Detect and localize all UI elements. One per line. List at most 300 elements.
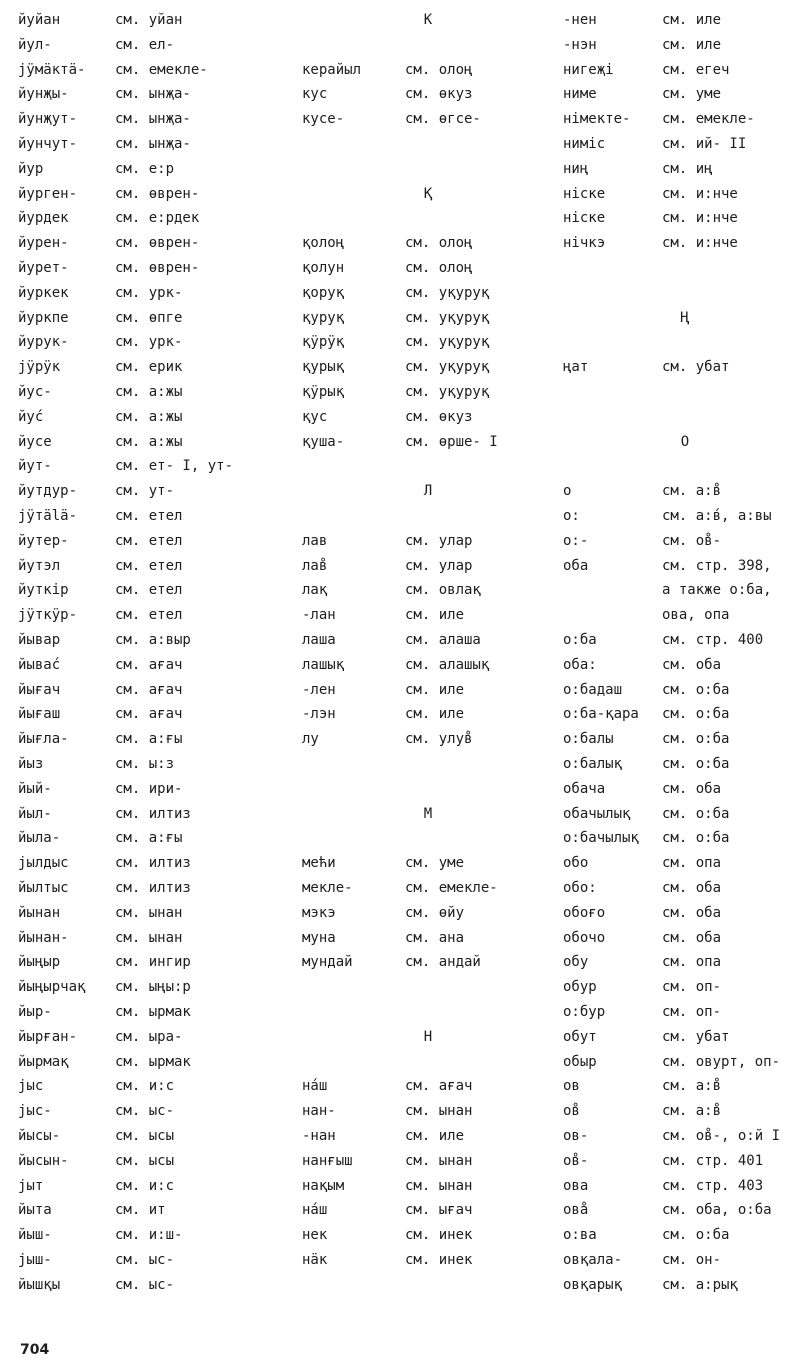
dictionary-entry xyxy=(563,83,808,105)
entry-reference: см. ынан xyxy=(405,1103,473,1120)
entry-headword: қурық xyxy=(302,359,345,376)
dictionary-entry xyxy=(563,902,808,924)
entry-reference: см. и:нче xyxy=(662,185,738,202)
entry-headword: лашық xyxy=(302,656,345,673)
entry-headword: йыңырчақ xyxy=(18,979,86,996)
entry-reference: см. ыс- xyxy=(115,1103,175,1120)
entry-headword: йут- xyxy=(18,458,52,475)
entry-reference: см. илтиз xyxy=(115,805,191,822)
entry-headword: йывар xyxy=(18,632,61,648)
entry-reference: см. иле xyxy=(662,36,722,53)
entry-reference: см. ағач xyxy=(405,1078,473,1095)
entry-reference: см. оп- xyxy=(662,979,722,996)
entry-headword: қоруқ xyxy=(302,284,345,301)
entry-headword: лав xyxy=(302,532,328,549)
entry-reference: см. олоң xyxy=(405,235,473,252)
entry-headword: нiчкэ xyxy=(563,235,606,252)
entry-headword: нанғыш xyxy=(302,1152,353,1169)
entry-headword: ниме xyxy=(563,86,597,103)
entry-headword: муна xyxy=(302,929,336,946)
entry-headword: йырмақ xyxy=(18,1053,69,1070)
entry-headword: қуша- xyxy=(302,433,345,450)
entry-reference: см. овлақ xyxy=(405,582,481,599)
entry-reference: см. улар xyxy=(405,532,473,549)
entry-headword: йурет- xyxy=(18,260,69,276)
entry-reference: см. андай xyxy=(405,954,481,971)
entry-headword: о xyxy=(563,483,572,500)
entry-reference: см. өкуз xyxy=(405,408,473,425)
entry-headword: нiмекте- xyxy=(563,111,631,128)
entry-reference: см. ығач xyxy=(405,1202,473,1219)
dictionary-entry xyxy=(563,1224,808,1246)
entry-headword: нигеҗi xyxy=(563,61,614,78)
entry-headword: йутдур- xyxy=(18,483,78,500)
entry-headword: нақым xyxy=(302,1177,345,1194)
entry-reference: см. уқуруқ xyxy=(405,309,490,326)
entry-reference: см. о:ба xyxy=(662,1227,730,1244)
entry-headword: йыр- xyxy=(18,1004,52,1020)
entry-reference: см. убат xyxy=(662,359,730,376)
entry-headword: обур xyxy=(563,979,597,996)
section-letter-heading: Л xyxy=(423,483,433,500)
entry-headword: йур xyxy=(18,160,44,177)
dictionary-entry xyxy=(563,9,808,31)
entry-reference: см. олоң xyxy=(405,260,473,276)
section-letter-heading: Ң xyxy=(680,309,690,326)
entry-headword: оба: xyxy=(563,656,597,673)
entry-headword: овқарық xyxy=(563,1276,623,1293)
dictionary-entry xyxy=(563,207,808,229)
dictionary-entry xyxy=(563,1100,808,1122)
entry-reference: см. егеч xyxy=(662,61,730,78)
entry-reference: см. өврен- xyxy=(115,260,200,276)
entry-headword: мундай xyxy=(302,954,353,971)
section-letter-heading: О xyxy=(680,433,690,450)
entry-headword: обыр xyxy=(563,1053,597,1070)
entry-reference: см. өгсе- xyxy=(405,111,481,128)
entry-reference: см. ыс- xyxy=(115,1276,175,1293)
entry-headword: ов̊- xyxy=(563,1152,589,1169)
dictionary-entry xyxy=(563,1026,808,1048)
entry-reference: см. уме xyxy=(662,86,722,103)
entry-reference: см. иле xyxy=(405,681,465,698)
entry-reference: см. олоң xyxy=(405,61,473,78)
entry-reference: см. уқуруқ xyxy=(405,359,490,376)
dictionary-entry xyxy=(563,803,808,825)
entry-reference: см. етел xyxy=(115,582,183,599)
entry-reference: см. ырмак xyxy=(115,1053,191,1070)
entry-headword: кус xyxy=(302,86,328,103)
entry-headword: мэкэ xyxy=(302,904,336,921)
entry-headword: йусе xyxy=(18,433,52,450)
entry-headword: йутэл xyxy=(18,557,61,574)
entry-reference: см. уқуруқ xyxy=(405,384,490,400)
entry-reference: см. и:ш- xyxy=(115,1227,183,1244)
entry-headword: -лэн xyxy=(302,706,336,723)
entry-reference: см. и:нче xyxy=(662,210,738,227)
entry-headword: -лан xyxy=(302,607,336,624)
dictionary-entry xyxy=(563,951,808,973)
entry-headword: ңат xyxy=(563,359,589,376)
dictionary-entry xyxy=(563,703,808,725)
entry-reference: см. етел xyxy=(115,508,183,524)
dictionary-entry xyxy=(563,1001,808,1023)
entry-headword: йығач xyxy=(18,681,61,698)
dictionary-entry xyxy=(302,431,808,453)
entry-headword: нимiс xyxy=(563,136,606,152)
entry-reference: см. урк- xyxy=(115,284,183,301)
entry-headword: јӱтӓlӓ- xyxy=(18,508,78,524)
entry-reference: см. а:ғы xyxy=(115,830,183,847)
entry-reference: см. а:ғы xyxy=(115,731,183,748)
entry-headword: јӱткӱр- xyxy=(18,607,78,624)
dictionary-entry xyxy=(563,1199,808,1221)
entry-reference: см. ири- xyxy=(115,780,183,797)
entry-headword: йыл- xyxy=(18,805,52,822)
entry-headword: мекле- xyxy=(302,880,353,896)
dictionary-entry xyxy=(18,455,808,477)
dictionary-entry xyxy=(563,59,808,81)
entry-reference: см. емекле- xyxy=(662,111,755,128)
entry-reference: см. а:рық xyxy=(662,1276,738,1293)
entry-reference: см. өврен- xyxy=(115,235,200,252)
entry-reference: см. овурт, оп- xyxy=(662,1053,781,1070)
entry-headword: јылдыс xyxy=(18,855,69,872)
entry-headword: йынан- xyxy=(18,929,69,946)
dictionary-entry xyxy=(563,852,808,874)
entry-reference: см. оба, о:ба xyxy=(662,1202,772,1219)
dictionary-entry xyxy=(563,579,808,601)
entry-reference: см. а:выр xyxy=(115,632,191,648)
entry-reference: см. иң xyxy=(662,160,713,177)
entry-reference: см. а:жы xyxy=(115,408,183,425)
entry-reference: см. ынҗа- xyxy=(115,111,191,128)
entry-reference: см. ут- xyxy=(115,483,175,500)
entry-reference: см. уқуруқ xyxy=(405,284,490,301)
entry-headword: йырған- xyxy=(18,1028,78,1045)
entry-headword: обочо xyxy=(563,929,606,946)
entry-reference: см. ыңы:р xyxy=(115,979,191,996)
entry-reference: см. емекле- xyxy=(115,61,208,78)
entry-headword: йуркек xyxy=(18,284,69,301)
entry-reference: см. оп- xyxy=(662,1004,722,1020)
entry-reference: см. ит xyxy=(115,1202,166,1219)
entry-headword: јӱрӱк xyxy=(18,359,61,376)
dictionary-entry xyxy=(563,679,808,701)
entry-reference: а также о:ба, xyxy=(662,582,772,599)
entry-headword: йунчут- xyxy=(18,136,78,152)
entry-reference: см. а:в̊ xyxy=(662,1078,722,1095)
dictionary-entry xyxy=(563,1175,808,1197)
entry-headword: обоғо xyxy=(563,904,606,921)
entry-reference: см. ыс- xyxy=(115,1252,175,1268)
dictionary-entry xyxy=(563,133,808,155)
entry-reference: см. стр. 398, xyxy=(662,557,772,574)
entry-headword: о: xyxy=(563,508,580,524)
entry-reference: см. етел xyxy=(115,607,183,624)
entry-reference: см. етел xyxy=(115,532,183,549)
entry-reference: см. алаша xyxy=(405,632,481,648)
entry-headword: йунҗы- xyxy=(18,86,69,103)
entry-headword: на́ш xyxy=(302,1202,328,1219)
dictionary-entry xyxy=(563,232,808,254)
entry-reference: см. а:в̊ xyxy=(662,483,722,500)
entry-reference: см. емекле- xyxy=(405,880,498,896)
dictionary-entry xyxy=(563,976,808,998)
entry-headword: қолоң xyxy=(302,235,345,252)
entry-reference: см. иле xyxy=(662,12,722,28)
dictionary-entry xyxy=(563,753,808,775)
entry-headword: лаша xyxy=(302,632,336,648)
entry-headword: йығла- xyxy=(18,731,69,748)
entry-reference: см. он- xyxy=(662,1252,722,1268)
entry-reference: ова, опа xyxy=(662,607,730,624)
dictionary-entry xyxy=(302,307,808,329)
entry-reference: см. стр. 403 xyxy=(662,1177,764,1194)
entry-reference: см. е:рдек xyxy=(115,210,200,227)
entry-reference: см. оба xyxy=(662,656,722,673)
entry-reference: см. оба xyxy=(662,780,722,797)
entry-reference: см. өпге xyxy=(115,309,183,326)
entry-headword: -нен xyxy=(563,12,597,28)
entry-reference: см. о:ба xyxy=(662,681,730,698)
entry-reference: см. ырмак xyxy=(115,1004,191,1020)
entry-headword: ов xyxy=(563,1078,580,1095)
dictionary-entry xyxy=(563,480,808,502)
entry-headword: йыла- xyxy=(18,830,61,847)
dictionary-entry xyxy=(563,356,808,378)
dictionary-entry xyxy=(563,629,808,651)
entry-reference: см. а:жы xyxy=(115,384,183,400)
entry-reference: см. ана xyxy=(405,929,465,946)
entry-reference: см. уқуруқ xyxy=(405,334,490,351)
entry-reference: см. ысы xyxy=(115,1152,175,1169)
entry-headword: мећи xyxy=(302,855,336,872)
entry-reference: см. о:ба xyxy=(662,830,730,847)
entry-headword: обо xyxy=(563,855,589,872)
entry-reference: см. уме xyxy=(405,855,465,872)
entry-reference: см. ынан xyxy=(405,1177,473,1194)
entry-headword: нӓк xyxy=(302,1252,328,1268)
dictionary-entry xyxy=(563,877,808,899)
entry-reference: см. өврен- xyxy=(115,185,200,202)
entry-headword: йый- xyxy=(18,780,52,797)
entry-headword: -нэн xyxy=(563,36,597,53)
entry-headword: јыш- xyxy=(18,1252,52,1268)
entry-headword: ова xyxy=(563,1177,589,1194)
entry-reference: см. и:с xyxy=(115,1078,175,1095)
entry-headword: ов̊ xyxy=(563,1103,580,1120)
entry-reference: см. улар xyxy=(405,557,473,574)
entry-headword: обача xyxy=(563,780,606,797)
entry-headword: йутер- xyxy=(18,532,69,549)
entry-reference: см. о:ба xyxy=(662,706,730,723)
entry-reference: см. ынҗа- xyxy=(115,86,191,103)
entry-reference: см. ингир xyxy=(115,954,191,971)
entry-reference: см. оба xyxy=(662,904,722,921)
dictionary-entry xyxy=(563,604,808,626)
dictionary-entry xyxy=(302,406,808,428)
entry-reference: см. илтиз xyxy=(115,855,191,872)
entry-reference: см. опа xyxy=(662,855,722,872)
entry-headword: о:ба-қара xyxy=(563,706,639,723)
dictionary-entry xyxy=(563,1051,808,1073)
entry-headword: йыш- xyxy=(18,1227,52,1244)
entry-reference: см. алашық xyxy=(405,656,490,673)
dictionary-entry xyxy=(563,158,808,180)
entry-reference: см. ерик xyxy=(115,359,183,376)
entry-headword: йурдек xyxy=(18,210,69,227)
entry-headword: йыңыр xyxy=(18,954,61,971)
entry-headword: лав̊ xyxy=(302,557,328,574)
dictionary-entry xyxy=(563,530,808,552)
entry-reference: см. ынан xyxy=(405,1152,473,1169)
entry-reference: см. а:жы xyxy=(115,433,183,450)
entry-headword: керайыл xyxy=(302,61,362,78)
entry-headword: овқала- xyxy=(563,1252,623,1268)
entry-reference: см. стр. 401 xyxy=(662,1152,764,1169)
entry-headword: јыт xyxy=(18,1177,44,1194)
entry-headword: о:ба xyxy=(563,632,597,648)
entry-headword: о:бадаш xyxy=(563,681,623,698)
entry-reference: см. ы:з xyxy=(115,756,175,772)
entry-reference: см. а:в́, а:вы xyxy=(662,508,772,524)
entry-headword: йышқы xyxy=(18,1276,61,1293)
entry-reference: см. өйу xyxy=(405,904,465,921)
entry-headword: нiске xyxy=(563,210,606,227)
dictionary-entry xyxy=(563,34,808,56)
dictionary-entry xyxy=(302,331,808,353)
entry-reference: см. а:в̊ xyxy=(662,1103,722,1120)
entry-headword: йус́ xyxy=(18,408,44,425)
entry-headword: йыз xyxy=(18,756,44,772)
entry-headword: йурген- xyxy=(18,185,78,202)
entry-headword: нек xyxy=(302,1227,328,1244)
entry-reference: см. улув̊ xyxy=(405,731,473,748)
dictionary-entry xyxy=(563,505,808,527)
entry-headword: қус xyxy=(302,408,328,425)
entry-headword: йуркпе xyxy=(18,309,69,326)
entry-headword: о:ва xyxy=(563,1227,597,1244)
entry-reference: см. оба xyxy=(662,880,722,896)
entry-reference: см. и:с xyxy=(115,1177,175,1194)
entry-headword: йуткiр xyxy=(18,582,69,599)
entry-headword: нан- xyxy=(302,1103,336,1120)
dictionary-entry xyxy=(563,1249,808,1271)
entry-headword: йысы- xyxy=(18,1128,61,1144)
entry-headword: јыс- xyxy=(18,1103,52,1120)
entry-headword: йус- xyxy=(18,384,52,400)
entry-reference: см. ов̊- xyxy=(662,532,722,549)
entry-reference: см. ий- II xyxy=(662,136,747,152)
entry-reference: см. е:р xyxy=(115,160,175,177)
dictionary-entry xyxy=(563,1150,808,1172)
entry-reference: см. инек xyxy=(405,1252,473,1268)
entry-headword: оба xyxy=(563,557,589,574)
entry-reference: см. иле xyxy=(405,607,465,624)
entry-reference: см. ағач xyxy=(115,706,183,723)
entry-headword: йывас́ xyxy=(18,656,61,673)
entry-headword: јӱмӓктӓ- xyxy=(18,61,86,78)
entry-headword: на́ш xyxy=(302,1078,328,1095)
entry-headword: о:балы xyxy=(563,731,614,748)
entry-headword: йунҗут- xyxy=(18,111,78,128)
dictionary-entry xyxy=(563,654,808,676)
dictionary-entry xyxy=(563,728,808,750)
entry-reference: см. о:ба xyxy=(662,731,730,748)
dictionary-entry xyxy=(563,183,808,205)
dictionary-entry xyxy=(563,1075,808,1097)
section-letter-heading: К xyxy=(423,12,433,28)
entry-reference: см. ынан xyxy=(115,904,183,921)
entry-reference: см. өрше- I xyxy=(405,433,498,450)
entry-headword: қуруқ xyxy=(302,309,345,326)
dictionary-entry xyxy=(563,1274,808,1296)
section-letter-heading: Қ xyxy=(423,185,433,202)
entry-headword: қӱрық xyxy=(302,384,345,400)
dictionary-entry xyxy=(563,827,808,849)
dictionary-entry xyxy=(302,381,808,403)
entry-headword: о:- xyxy=(563,532,589,549)
entry-reference: см. етел xyxy=(115,557,183,574)
section-letter-heading: М xyxy=(423,805,433,822)
entry-headword: лу xyxy=(302,731,319,748)
entry-headword: йурук- xyxy=(18,334,69,351)
entry-reference: см. о:ба xyxy=(662,805,730,822)
entry-headword: обу xyxy=(563,954,589,971)
entry-headword: о:бур xyxy=(563,1004,606,1020)
entry-headword: обут xyxy=(563,1028,597,1045)
entry-headword: қӱрӱқ xyxy=(302,334,345,351)
entry-headword: јыс xyxy=(18,1078,44,1095)
entry-headword: йылтыс xyxy=(18,880,69,896)
entry-headword: йуйан xyxy=(18,12,61,28)
entry-reference: см. ет- I, ут- xyxy=(115,458,234,475)
entry-reference: см. ысы xyxy=(115,1128,175,1144)
dictionary-entry xyxy=(563,555,808,577)
entry-headword: ов- xyxy=(563,1128,589,1144)
entry-reference: см. иле xyxy=(405,706,465,723)
entry-reference: см. урк- xyxy=(115,334,183,351)
entry-reference: см. ынан xyxy=(115,929,183,946)
entry-reference: см. уйан xyxy=(115,12,183,28)
dictionary-entry xyxy=(563,927,808,949)
entry-reference: см. ынҗа- xyxy=(115,136,191,152)
entry-headword: ова̊ xyxy=(563,1202,589,1219)
entry-headword: йыта xyxy=(18,1202,52,1219)
entry-reference: см. ыра- xyxy=(115,1028,183,1045)
entry-headword: йығаш xyxy=(18,706,61,723)
dictionary-entry xyxy=(563,108,808,130)
entry-headword: ниң xyxy=(563,160,589,177)
entry-reference: см. стр. 400 xyxy=(662,632,764,648)
dictionary-entry xyxy=(302,257,808,279)
entry-headword: -нан xyxy=(302,1128,336,1144)
entry-headword: кусе- xyxy=(302,111,345,128)
entry-headword: -лен xyxy=(302,681,336,698)
entry-reference: см. и:нче xyxy=(662,235,738,252)
section-letter-heading: Н xyxy=(423,1028,433,1045)
entry-reference: см. инек xyxy=(405,1227,473,1244)
entry-headword: обо: xyxy=(563,880,597,896)
entry-headword: о:бачылық xyxy=(563,830,639,847)
dictionary-entry xyxy=(302,282,808,304)
entry-reference: см. өкуз xyxy=(405,86,473,103)
entry-headword: йурен- xyxy=(18,235,69,252)
entry-headword: йул- xyxy=(18,36,52,53)
entry-reference: см. иле xyxy=(405,1128,465,1144)
dictionary-entry xyxy=(563,778,808,800)
